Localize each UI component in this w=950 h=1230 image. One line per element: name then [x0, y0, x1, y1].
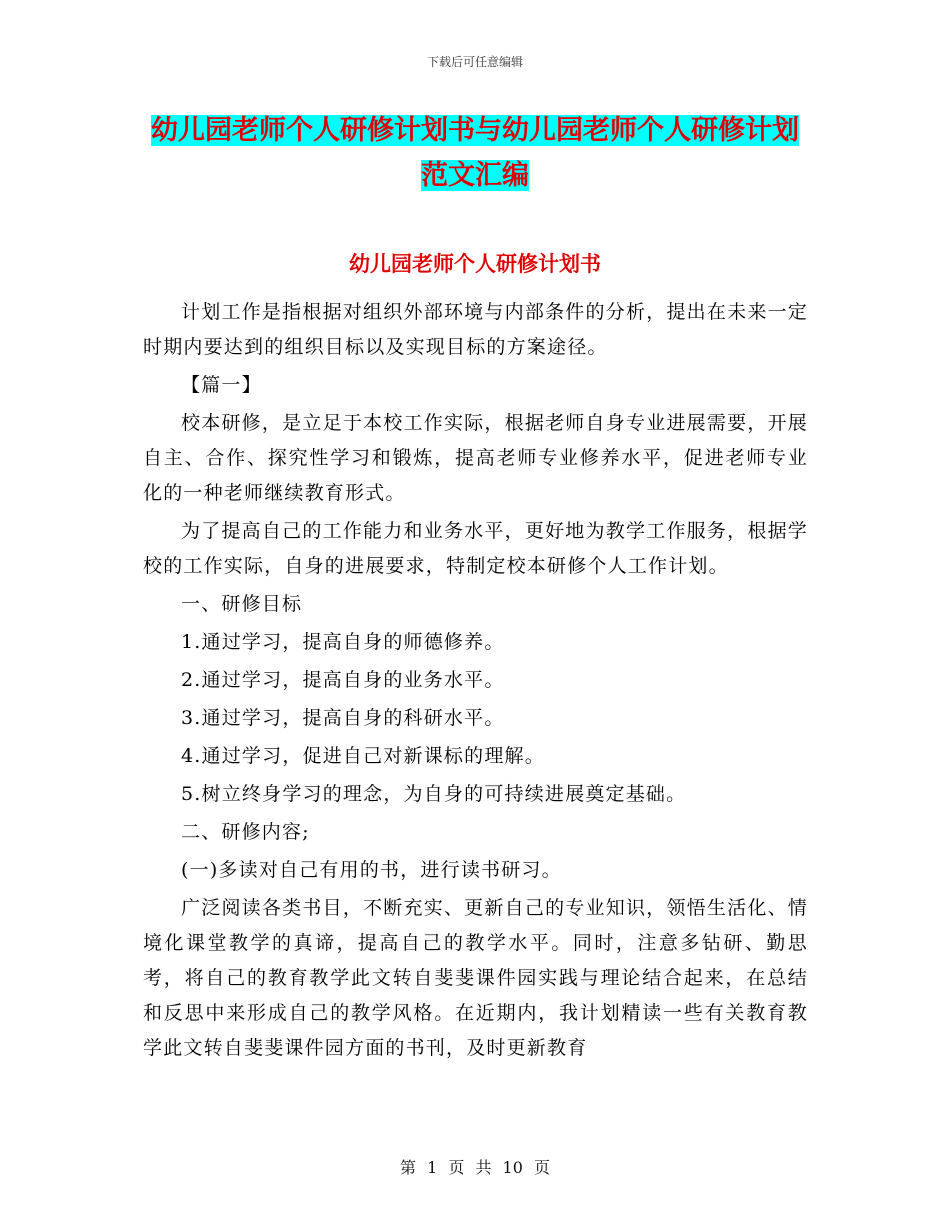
- goal-item-5: 5.树立终身学习的理念，为自身的可持续进展奠定基础。: [181, 783, 687, 805]
- goal-item-1: 1.通过学习，提高自身的师德修养。: [181, 631, 505, 653]
- page-footer: 第 1 页 共 10 页: [400, 1158, 550, 1177]
- paragraph-part-label: 【篇一】: [181, 374, 262, 396]
- document-body: [143, 295, 808, 1069]
- paragraph-intro: 计划工作是指根据对组织外部环境与内部条件的分析，提出在未来一定时期内要达到的组织目标以及实现目标的方案途径。: [143, 301, 808, 358]
- paragraph-school-training: 校本研修，是立足于本校工作实际，根据老师自身专业进展需要，开展自主、合作、探究性学习和锻炼，提高老师专业修养水平，促进老师专业化的一种老师继续教育形式。: [143, 412, 808, 504]
- goal-item-4: 4.通过学习，促进自己对新课标的理解。: [181, 745, 545, 767]
- heading-content: 二、研修内容;: [181, 821, 310, 843]
- section-title: 幼儿园老师个人研修计划书: [349, 252, 601, 276]
- goal-item-2: 2.通过学习，提高自身的业务水平。: [181, 669, 505, 691]
- paragraph-purpose: 为了提高自己的工作能力和业务水平，更好地为教学工作服务，根据学校的工作实际，自身的进展要求，特制定校本研修个人工作计划。: [143, 520, 808, 577]
- paragraph-reading: 广泛阅读各类书目，不断充实、更新自己的专业知识，领悟生活化、情境化课堂教学的真谛，提高自己的教学水平。同时，注意多钻研、勤思考，将自己的教育教学此文转自斐斐课件园实践与理论结合起来，在总结和反思中来形成自己的教学风格。在近期内，我计划精读一些有关教育教学此文转自斐斐课件园方面的书刊，及时更新教育: [143, 897, 808, 1059]
- document-title: [140, 108, 810, 198]
- header-note: 下载后可任意编辑: [426, 55, 523, 69]
- goal-item-3: 3.通过学习，提高自身的科研水平。: [181, 707, 505, 729]
- document-title-highlight: 幼儿园老师个人研修计划书与幼儿园老师个人研修计划范文汇编: [151, 115, 799, 191]
- content-item-1: (一)多读对自己有用的书，进行读书研习。: [181, 859, 562, 881]
- heading-goals: 一、研修目标: [181, 593, 303, 615]
